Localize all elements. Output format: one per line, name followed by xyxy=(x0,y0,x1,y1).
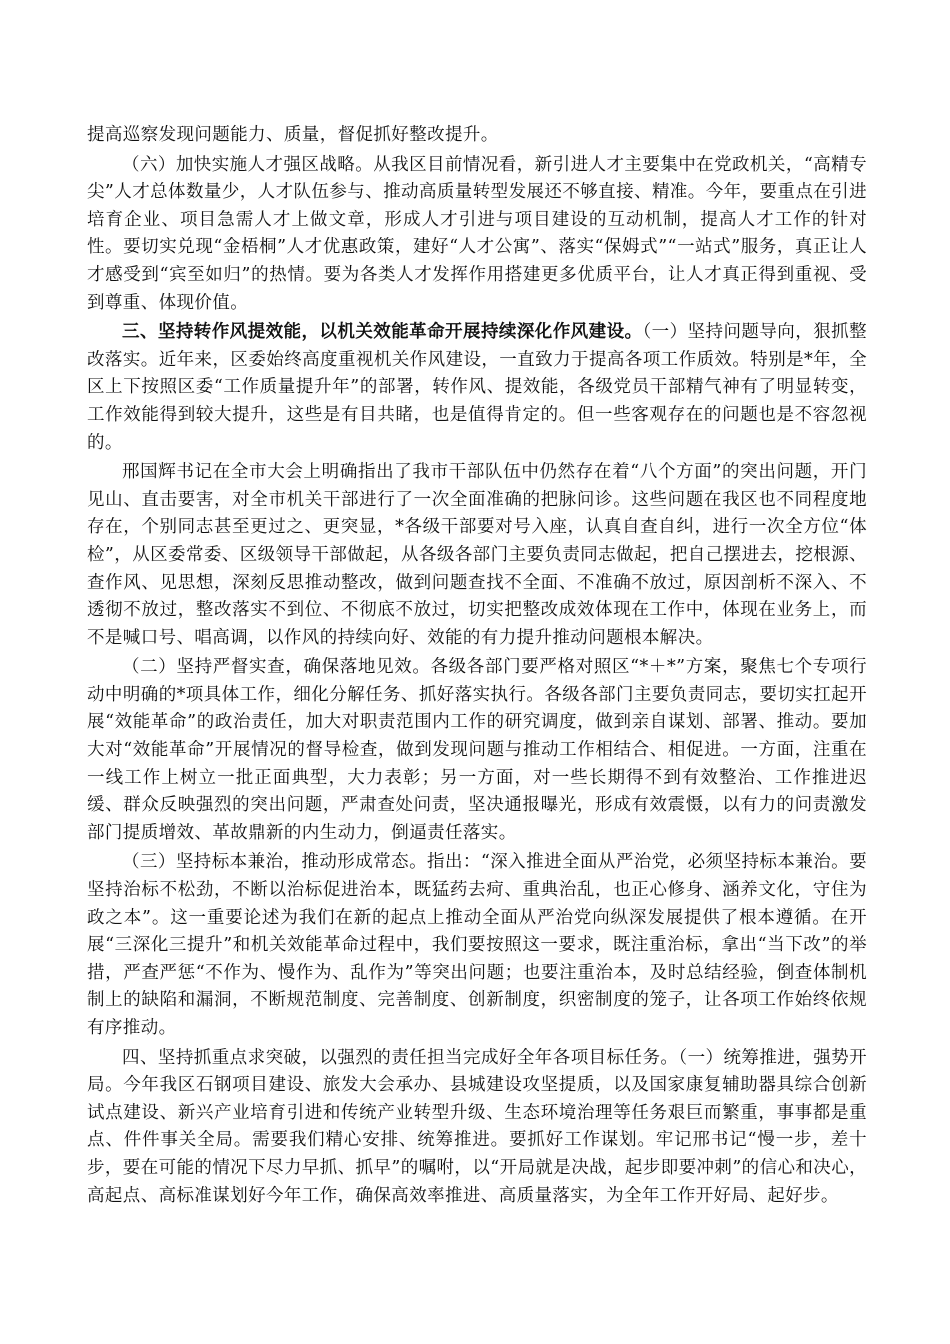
paragraph-4-text: 邢国辉书记在全市大会上明确指出了我市干部队伍中仍然存在着“八个方面”的突出问题，开门见山、直击要害，对全市机关干部进行了一次全面准确的把脉问诊。这些问题在我区也不同程度地存在，个别同志甚至更过之、更突显，*各级干部要对号入座，认真自查自纠，进行一次全方位“体检”，从区委常委、区级领导干部做起，从各级各部门主要负责同志做起，把自己摆进去，挖根源、查作风、见思想，深刻反思推动整改，做到问题查找不全面、不准确不放过，原因剖析不深入、不透彻不放过，整改落实不到位、不彻底不放过，切实把整改成效体现在工作中，体现在业务上，而不是喊口号、唱高调，以作风的持续向好、效能的有力提升推动问题根本解决。 xyxy=(87,462,867,648)
paragraph-6-text: （三）坚持标本兼治，推动形成常态。指出：“深入推进全面从严治党，必须坚持标本兼治。要坚持治标不松劲，不断以治标促进治本，既猛药去疴、重典治乱，也正心修身、涵养文化，守住为政之本”。这一重要论述为我们在新的起点上推动全面从严治党向纵深发展提供了根本遵循。在开展“三深化三提升”和机关效能革命过程中，我们要按照这一要求，既注重治标，拿出“当下改”的举措，严查严惩“不作为、慢作为、乱作为”等突出问题；也要注重治本，及时总结经验，倒查体制机制上的缺陷和漏洞，不断规范制度、完善制度、创新制度，织密制度的笼子，让各项工作始终依规有序推动。 xyxy=(87,852,867,1038)
paragraph-5-text: （二）坚持严督实查，确保落地见效。各级各部门要严格对照区“*＋*”方案，聚焦七个专项行动中明确的*项具体工作，细化分解任务、抓好落实执行。各级各部门主要负责同志，要切实扛起开展“效能革命”的政治责任，加大对职责范围内工作的研究调度，做到亲自谋划、部署、推动。要加大对“效能革命”开展情况的督导检查，做到发现问题与推动工作相结合、相促进。一方面，注重在一线工作上树立一批正面典型，大力表彰；另一方面，对一些长期得不到有效整治、工作推进迟缓、群众反映强烈的突出问题，严肃查处问责，坚决通报曝光，形成有效震慑，以有力的问责激发部门提质增效、革故鼎新的内生动力，倒逼责任落实。 xyxy=(87,657,867,843)
paragraph-1-text: 提高巡察发现问题能力、质量，督促抓好整改提升。 xyxy=(87,125,499,145)
paragraph-5 xyxy=(87,654,867,847)
paragraph-1 xyxy=(87,122,867,150)
section-three-heading: 三、坚持转作风提效能，以机关效能革命开展持续深化作风建设。 xyxy=(122,322,643,343)
paragraph-2-text: （六）加快实施人才强区战略。从我区目前情况看，新引进人才主要集中在党政机关，“高精专尖”人才总体数量少，人才队伍参与、推动高质量转型发展还不够直接、精准。今年，要重点在引进培育企业、项目急需人才上做文章，形成人才引进与项目建设的互动机制，提高人才工作的针对性。要切实兑现“金梧桐”人才优惠政策，建好“人才公寓”、落实“保姆式”“一站式”服务，真正让人才感受到“宾至如归”的热情。要为各类人才发挥作用搭建更多优质平台，让人才真正得到重视、受到尊重、体现价值。 xyxy=(87,154,867,313)
paragraph-7-text: 四、坚持抓重点求突破，以强烈的责任担当完成好全年各项目标任务。（一）统筹推进，强势开局。今年我区石钢项目建设、旅发大会承办、县城建设攻坚提质，以及国家康复辅助器具综合创新试点建设、新兴产业培育引进和传统产业转型升级、生态环境治理等任务艰巨而繁重，事事都是重点、件件事关全局。需要我们精心安排、统筹推进。要抓好工作谋划。牢记邢书记“慢一步，差十步，要在可能的情况下尽力早抓、抓早”的嘱咐，以“开局就是决战，起步即要冲刺”的信心和决心，高起点、高标准谋划好今年工作，确保高效率推进、高质量落实，为全年工作开好局、起好步。 xyxy=(87,1047,867,1206)
paragraph-2 xyxy=(87,152,867,318)
document-body xyxy=(87,122,867,1212)
paragraph-6 xyxy=(87,849,867,1042)
paragraph-3 xyxy=(87,319,867,457)
paragraph-7 xyxy=(87,1045,867,1211)
paragraph-4 xyxy=(87,459,867,652)
paragraph-3-text: （一）坚持问题导向，狠抓整改落实。近年来，区委始终高度重视机关作风建设，一直致力于提高各项工作质效。特别是*年，全区上下按照区委“工作质量提升年”的部署，转作风、提效能，各级党员干部精气神有了明显转变，工作效能得到较大提升，这些是有目共睹，也是值得肯定的。但一些客观存在的问题也是不容忽视的。 xyxy=(87,322,867,453)
